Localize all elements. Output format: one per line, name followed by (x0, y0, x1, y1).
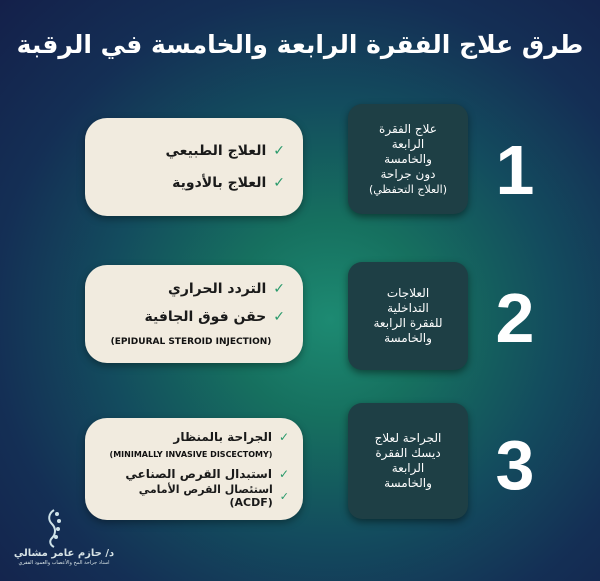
logo-text (12, 548, 116, 567)
check-icon: ✓ (273, 175, 285, 191)
check-icon: ✓ (278, 430, 289, 444)
section-2-card (85, 265, 303, 363)
check-icon: ✓ (278, 467, 289, 481)
check-icon: ✓ (279, 489, 289, 503)
section-3-item-1: ✓ الجراحة بالمنظار (173, 430, 289, 444)
spine-silhouette-icon (40, 508, 68, 548)
section-3-item-2: ✓ استبدال القرص الصناعي (125, 467, 289, 481)
check-icon: ✓ (273, 281, 285, 297)
logo-subtitle: استاذ جراحة المخ والأعصاب والعمود الفقري (18, 560, 110, 566)
section-3-note: (MINIMALLY INVASIVE DISCECTOMY) (109, 450, 273, 459)
logo-name: د/ حازم عامر مشالي (13, 548, 115, 559)
check-icon: ✓ (273, 309, 285, 325)
section-3-number: 3 (495, 426, 535, 504)
section-3-heading-box: الجراحة لعلاج ديسك الفقرة الرابعة والخامسة (348, 403, 468, 519)
section-2-item-1: ✓ التردد الحراري (167, 281, 285, 297)
section-2-item-2: ✓ حقن فوق الجافية (144, 309, 285, 325)
section-3-item-3: ✓ استئصال القرص الأمامي (ACDF) (138, 483, 289, 509)
section-2-number: 2 (495, 279, 535, 357)
section-2-heading-box: العلاجات التداخلية للفقرة الرابعة والخامسة (348, 262, 468, 370)
page-title: طرق علاج الفقرة الرابعة والخامسة في الرقبة (16, 30, 584, 59)
section-1-item-1: ✓ العلاج الطبيعي (165, 143, 285, 159)
section-3-card (85, 418, 303, 520)
section-1-heading-box: علاج الفقرة الرابعة والخامسة دون جراحة (العلاج التحفظي) (348, 104, 468, 214)
section-1-number: 1 (495, 131, 535, 209)
check-icon: ✓ (273, 143, 285, 159)
section-2-note: (EPIDURAL STEROID INJECTION) (110, 337, 272, 347)
section-1-card (85, 118, 303, 216)
section-1-item-2: ✓ العلاج بالأدوية (172, 175, 285, 191)
